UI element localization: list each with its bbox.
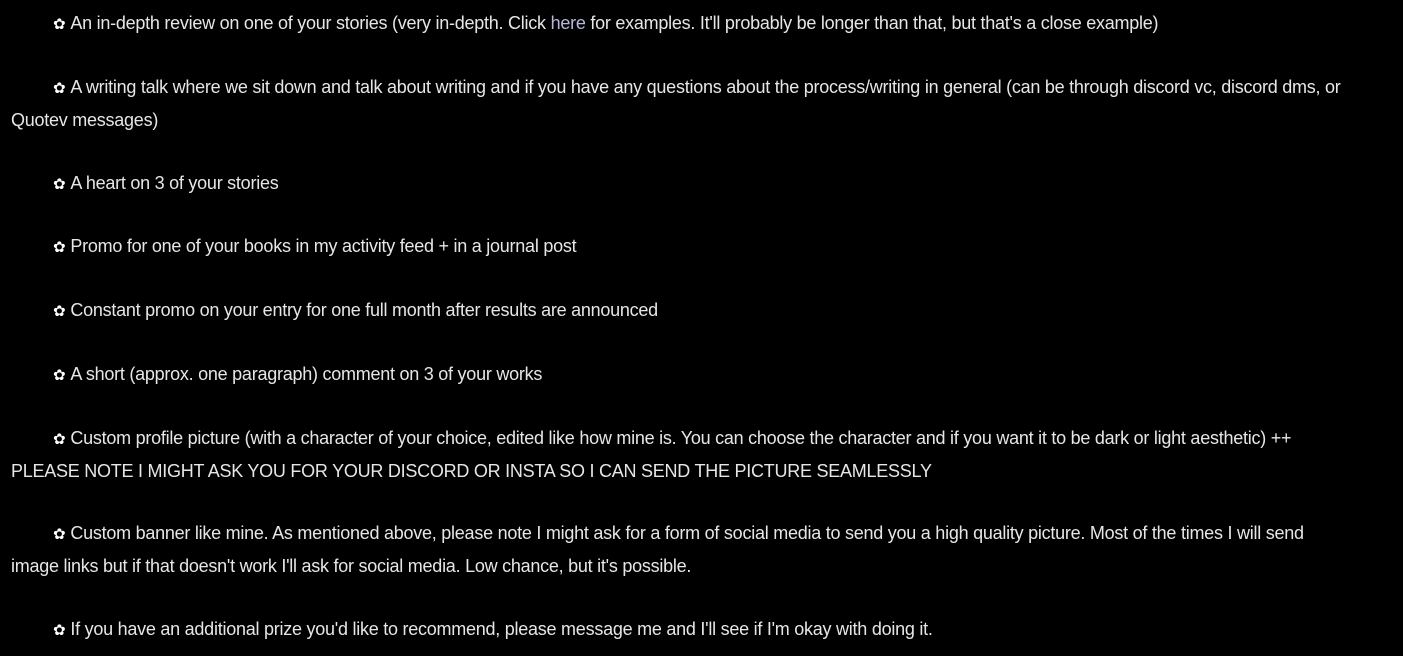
- prize-item-comment: [11, 358, 1351, 391]
- prize-text: Custom profile picture (with a character of your choice, edited like how mine is. You can choose the character and if you want it to be dark or light aesthetic) ++ PLEASE NOTE I MIGHT ASK YOU FOR YOUR DISCORD OR INSTA SO I CAN SEND THE PICTURE SEAMLESSLY: [11, 428, 1292, 481]
- prize-text: A short (approx. one paragraph) comment on 3 of your works: [70, 364, 543, 384]
- flower-bullet-icon: ✿: [53, 238, 66, 256]
- prize-text: If you have an additional prize you'd like to recommend, please message me and I'll see if I'm okay with doing it.: [70, 619, 933, 639]
- prize-text: for examples. It'll probably be longer than that, but that's a close example): [585, 13, 1159, 33]
- examples-link[interactable]: here: [550, 13, 586, 33]
- flower-bullet-icon: ✿: [53, 430, 66, 448]
- prize-item-additional: [11, 613, 1351, 646]
- flower-bullet-icon: ✿: [53, 621, 66, 639]
- flower-bullet-icon: ✿: [53, 175, 66, 193]
- prize-text: An in-depth review on one of your stories (very in-depth. Click: [70, 13, 551, 33]
- prize-item-heart: [11, 167, 1351, 200]
- flower-bullet-icon: ✿: [53, 366, 66, 384]
- prize-text: Constant promo on your entry for one full month after results are announced: [70, 300, 658, 320]
- prize-item-constant-promo: [11, 294, 1351, 327]
- prize-item-promo: [11, 230, 1351, 263]
- prize-item-profile-picture: [11, 422, 1351, 487]
- flower-bullet-icon: ✿: [53, 79, 66, 97]
- prize-text: Custom banner like mine. As mentioned above, please note I might ask for a form of social media to send you a high quality picture. Most of the times I will send image links but if that doesn't work I'll ask for social media. Low chance, but it's possible.: [11, 523, 1304, 576]
- prize-text: Promo for one of your books in my activity feed + in a journal post: [70, 236, 577, 256]
- prize-item-review: [11, 7, 1351, 40]
- flower-bullet-icon: ✿: [53, 302, 66, 320]
- prize-text: A heart on 3 of your stories: [70, 173, 279, 193]
- prize-text: A writing talk where we sit down and talk about writing and if you have any questions about the process/writing in general (can be through discord vc, discord dms, or Quotev messages): [11, 77, 1341, 130]
- flower-bullet-icon: ✿: [53, 525, 66, 543]
- prize-item-banner: [11, 517, 1351, 582]
- prize-item-writing-talk: [11, 71, 1351, 136]
- flower-bullet-icon: ✿: [53, 15, 66, 33]
